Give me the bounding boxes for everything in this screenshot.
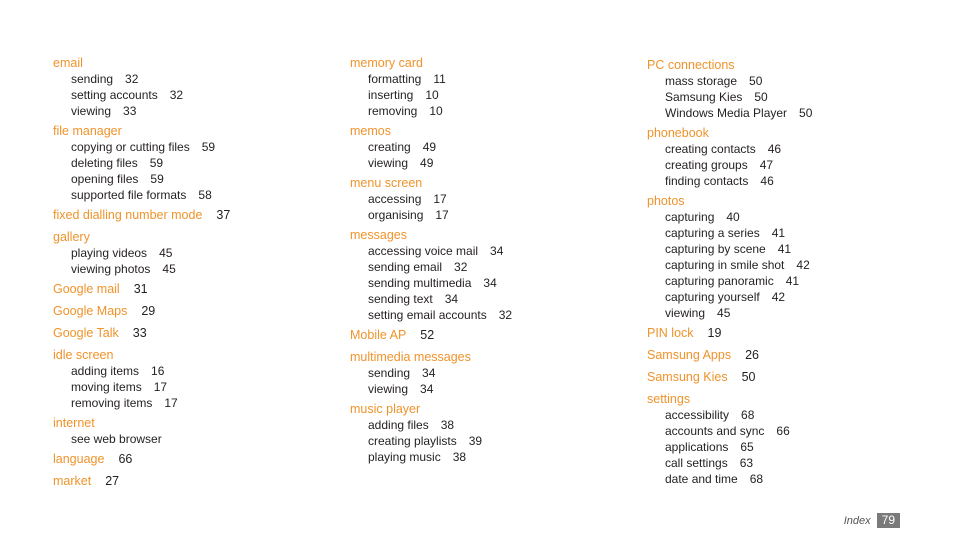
index-subentry-page: 34 <box>444 292 459 306</box>
index-entry <box>647 369 937 385</box>
index-subentry <box>53 187 343 203</box>
index-subentry-page: 39 <box>468 434 483 448</box>
index-subentry-page: 59 <box>150 172 164 186</box>
index-subentry-page: 33 <box>123 104 137 118</box>
index-subentry-page: 34 <box>490 244 504 258</box>
index-subentry <box>350 87 640 103</box>
index-subentry <box>647 471 937 487</box>
index-subentry-page: 58 <box>198 188 212 202</box>
index-entry <box>350 175 640 223</box>
index-subentry-page: 42 <box>771 290 786 304</box>
index-term <box>350 175 640 191</box>
index-subentry-page: 49 <box>420 156 434 170</box>
index-subentry-label: viewing <box>665 306 706 320</box>
index-subentry <box>647 455 937 471</box>
index-subentry <box>53 245 343 261</box>
index-term-label: idle screen <box>53 348 114 362</box>
index-term-label: gallery <box>53 230 90 244</box>
index-subentry-label: removing <box>368 104 418 118</box>
index-subentry-page: 32 <box>125 72 139 86</box>
index-term-label: phonebook <box>647 126 709 140</box>
index-subentry-label: capturing by scene <box>665 242 766 256</box>
index-subentry-page: 65 <box>740 440 754 454</box>
index-subentry-label: removing items <box>71 396 153 410</box>
index-subentry <box>647 257 937 273</box>
index-subentry-label: mass storage <box>665 74 738 88</box>
index-subentry-label: creating contacts <box>665 142 756 156</box>
index-term-label: Google Talk <box>53 326 119 340</box>
index-entry <box>53 415 343 447</box>
index-term <box>350 123 640 139</box>
index-column-2 <box>350 55 640 469</box>
index-subentry-page: 17 <box>433 192 447 206</box>
index-entry <box>53 55 343 119</box>
index-subentry-page: 34 <box>483 276 497 290</box>
index-subentry-label: date and time <box>665 472 738 486</box>
index-term <box>350 227 640 243</box>
index-term <box>53 55 343 71</box>
index-subentry-page: 10 <box>429 104 443 118</box>
index-subentry-page: 50 <box>799 106 813 120</box>
index-subentry-page: 45 <box>717 306 731 320</box>
index-term-label: settings <box>647 392 691 406</box>
index-subentry <box>350 207 640 223</box>
index-term-label: memos <box>350 124 391 138</box>
index-subentry <box>647 439 937 455</box>
index-subentry <box>647 89 937 105</box>
index-subentry-label: setting email accounts <box>368 308 487 322</box>
index-subentry <box>350 155 640 171</box>
index-subentry-label: Samsung Kies <box>665 90 743 104</box>
index-entry <box>647 391 937 487</box>
index-subentry-page: 50 <box>749 74 763 88</box>
index-subentry-page: 41 <box>777 242 792 256</box>
index-term-page: 31 <box>133 282 148 296</box>
index-subentry <box>647 305 937 321</box>
index-term-page: 27 <box>105 474 120 488</box>
index-subentry <box>53 363 343 379</box>
index-subentry-page: 41 <box>785 274 800 288</box>
index-subentry <box>53 103 343 119</box>
index-subentry-label: viewing photos <box>71 262 151 276</box>
index-subentry-label: call settings <box>665 456 728 470</box>
index-subentry-page: 17 <box>435 208 449 222</box>
index-term <box>647 347 937 363</box>
index-entry <box>350 227 640 323</box>
index-subentry-page: 10 <box>425 88 439 102</box>
index-subentry <box>350 449 640 465</box>
index-term-page: 37 <box>216 208 231 222</box>
index-entry <box>647 125 937 189</box>
index-subentry-label: finding contacts <box>665 174 749 188</box>
index-subentry <box>647 273 937 289</box>
index-subentry <box>53 139 343 155</box>
index-subentry-label: formatting <box>368 72 422 86</box>
index-subentry-label: capturing <box>665 210 715 224</box>
index-subentry-label: creating playlists <box>368 434 457 448</box>
index-subentry <box>647 423 937 439</box>
index-subentry-label: playing music <box>368 450 441 464</box>
index-entry <box>647 193 937 321</box>
index-term <box>350 349 640 365</box>
index-subentry <box>53 395 343 411</box>
index-term-page: 29 <box>141 304 156 318</box>
index-subentry-page: 32 <box>498 308 513 322</box>
index-term-label: market <box>53 474 92 488</box>
index-subentry <box>647 225 937 241</box>
index-subentry-label: accounts and sync <box>665 424 765 438</box>
index-term <box>647 193 937 209</box>
index-term <box>350 55 640 71</box>
page-number-badge: 79 <box>877 513 900 528</box>
index-subentry-label: see web browser <box>71 432 162 446</box>
index-subentry-label: capturing yourself <box>665 290 760 304</box>
index-entry <box>53 347 343 411</box>
index-subentry-label: playing videos <box>71 246 148 260</box>
index-subentry-label: copying or cutting files <box>71 140 190 154</box>
index-subentry-label: inserting <box>368 88 414 102</box>
index-term-label: Google Maps <box>53 304 128 318</box>
index-subentry-page: 17 <box>153 380 168 394</box>
index-subentry <box>350 275 640 291</box>
index-subentry-label: deleting files <box>71 156 138 170</box>
index-term-label: music player <box>350 402 421 416</box>
index-subentry-label: capturing panoramic <box>665 274 774 288</box>
index-term-label: multimedia messages <box>350 350 471 364</box>
index-entry <box>53 207 343 223</box>
index-entry <box>647 347 937 363</box>
index-term <box>350 327 640 343</box>
index-entry <box>53 303 343 319</box>
index-subentry-label: supported file formats <box>71 188 187 202</box>
index-term <box>53 473 343 489</box>
index-subentry <box>647 141 937 157</box>
index-entry <box>647 325 937 341</box>
index-entry <box>350 401 640 465</box>
index-subentry-label: organising <box>368 208 424 222</box>
index-term <box>53 415 343 431</box>
index-subentry <box>350 381 640 397</box>
index-subentry-label: accessibility <box>665 408 730 422</box>
index-subentry <box>647 241 937 257</box>
index-subentry-label: creating <box>368 140 411 154</box>
index-subentry <box>53 261 343 277</box>
index-subentry <box>647 289 937 305</box>
index-subentry <box>350 307 640 323</box>
index-term-label: language <box>53 452 105 466</box>
index-term <box>53 451 343 467</box>
index-subentry <box>350 259 640 275</box>
index-subentry <box>53 155 343 171</box>
index-subentry-page: 34 <box>420 382 434 396</box>
index-subentry-page: 59 <box>201 140 216 154</box>
index-term <box>53 281 343 297</box>
index-term <box>647 57 937 73</box>
index-term-page: 33 <box>132 326 147 340</box>
index-subentry-page: 59 <box>149 156 164 170</box>
index-term-page: 50 <box>741 370 756 384</box>
index-subentry <box>647 157 937 173</box>
index-subentry <box>350 71 640 87</box>
index-term-label: messages <box>350 228 407 242</box>
index-term <box>53 207 343 223</box>
index-subentry-page: 68 <box>749 472 764 486</box>
index-entry <box>53 473 343 489</box>
index-subentry-label: sending <box>71 72 114 86</box>
index-column-1 <box>53 55 343 495</box>
index-entry <box>53 229 343 277</box>
index-subentry-label: moving items <box>71 380 142 394</box>
index-subentry <box>350 291 640 307</box>
index-subentry-page: 50 <box>754 90 768 104</box>
index-term-page: 52 <box>420 328 435 342</box>
index-subentry-page: 41 <box>771 226 786 240</box>
index-entry <box>350 327 640 343</box>
index-subentry-label: sending <box>368 366 411 380</box>
index-subentry <box>350 139 640 155</box>
index-subentry-label: applications <box>665 440 729 454</box>
index-subentry-label: viewing <box>368 382 409 396</box>
index-term-page: 26 <box>745 348 759 362</box>
index-term <box>53 325 343 341</box>
index-subentry-page: 11 <box>433 72 446 86</box>
index-subentry-label: sending multimedia <box>368 276 472 290</box>
index-subentry-page: 46 <box>767 142 782 156</box>
index-column-3 <box>647 57 937 491</box>
index-entry <box>647 57 937 121</box>
index-subentry-page: 66 <box>776 424 790 438</box>
index-subentry-page: 38 <box>452 450 467 464</box>
index-term <box>53 347 343 363</box>
index-term <box>53 123 343 139</box>
index-subentry-label: adding files <box>368 418 429 432</box>
index-subentry <box>350 103 640 119</box>
index-term-label: internet <box>53 416 95 430</box>
index-subentry <box>647 73 937 89</box>
index-term-label: file manager <box>53 124 122 138</box>
index-subentry-page: 47 <box>759 158 774 172</box>
index-term <box>647 125 937 141</box>
index-subentry-page: 34 <box>422 366 436 380</box>
index-subentry-label: viewing <box>71 104 112 118</box>
index-term-page: 66 <box>118 452 133 466</box>
page-footer <box>844 513 900 528</box>
index-subentry <box>350 365 640 381</box>
index-term <box>647 369 937 385</box>
index-subentry-page: 42 <box>796 258 810 272</box>
index-subentry-label: opening files <box>71 172 139 186</box>
index-term <box>350 401 640 417</box>
index-entry <box>350 349 640 397</box>
index-subentry-label: accessing voice mail <box>368 244 479 258</box>
index-subentry-page: 49 <box>422 140 437 154</box>
index-subentry-label: sending email <box>368 260 443 274</box>
index-subentry-label: setting accounts <box>71 88 158 102</box>
index-subentry-page: 45 <box>162 262 176 276</box>
index-entry <box>53 123 343 203</box>
index-subentry <box>647 105 937 121</box>
index-subentry <box>350 417 640 433</box>
index-subentry <box>53 71 343 87</box>
index-term <box>53 303 343 319</box>
index-term-label: Samsung Kies <box>647 370 728 384</box>
index-subentry-page: 40 <box>726 210 740 224</box>
index-term-label: photos <box>647 194 685 208</box>
index-subentry <box>53 431 343 447</box>
index-subentry-page: 68 <box>741 408 755 422</box>
index-subentry <box>350 433 640 449</box>
index-subentry <box>53 87 343 103</box>
index-term-label: PIN lock <box>647 326 694 340</box>
index-term <box>53 229 343 245</box>
index-term-label: Google mail <box>53 282 120 296</box>
index-subentry-label: capturing in smile shot <box>665 258 785 272</box>
index-subentry-page: 63 <box>739 456 754 470</box>
index-subentry <box>350 191 640 207</box>
index-subentry-label: Windows Media Player <box>665 106 788 120</box>
index-entry <box>350 123 640 171</box>
index-entry <box>350 55 640 119</box>
index-term-label: Mobile AP <box>350 328 407 342</box>
index-subentry-label: capturing a series <box>665 226 760 240</box>
index-term-page: 19 <box>707 326 722 340</box>
index-subentry-page: 46 <box>760 174 774 188</box>
index-subentry-page: 38 <box>440 418 455 432</box>
index-term-label: Samsung Apps <box>647 348 732 362</box>
index-subentry-label: adding items <box>71 364 140 378</box>
index-subentry <box>53 171 343 187</box>
index-term <box>647 391 937 407</box>
index-subentry <box>647 173 937 189</box>
index-subentry-page: 32 <box>169 88 184 102</box>
index-subentry-page: 45 <box>159 246 173 260</box>
index-term-label: fixed dialling number mode <box>53 208 203 222</box>
index-subentry-label: accessing <box>368 192 422 206</box>
index-subentry-label: viewing <box>368 156 409 170</box>
index-subentry <box>647 209 937 225</box>
index-term-label: menu screen <box>350 176 423 190</box>
index-entry <box>53 281 343 297</box>
index-subentry-page: 16 <box>151 364 165 378</box>
index-term <box>647 325 937 341</box>
index-term-label: email <box>53 56 83 70</box>
index-term-label: memory card <box>350 56 423 70</box>
index-subentry-label: creating groups <box>665 158 748 172</box>
index-subentry <box>647 407 937 423</box>
index-subentry-page: 32 <box>454 260 468 274</box>
index-subentry <box>53 379 343 395</box>
index-entry <box>53 325 343 341</box>
index-subentry-label: sending text <box>368 292 433 306</box>
index-entry <box>53 451 343 467</box>
index-subentry-page: 17 <box>164 396 178 410</box>
index-term-label: PC connections <box>647 58 735 72</box>
index-subentry <box>350 243 640 259</box>
footer-label: Index <box>843 514 871 527</box>
